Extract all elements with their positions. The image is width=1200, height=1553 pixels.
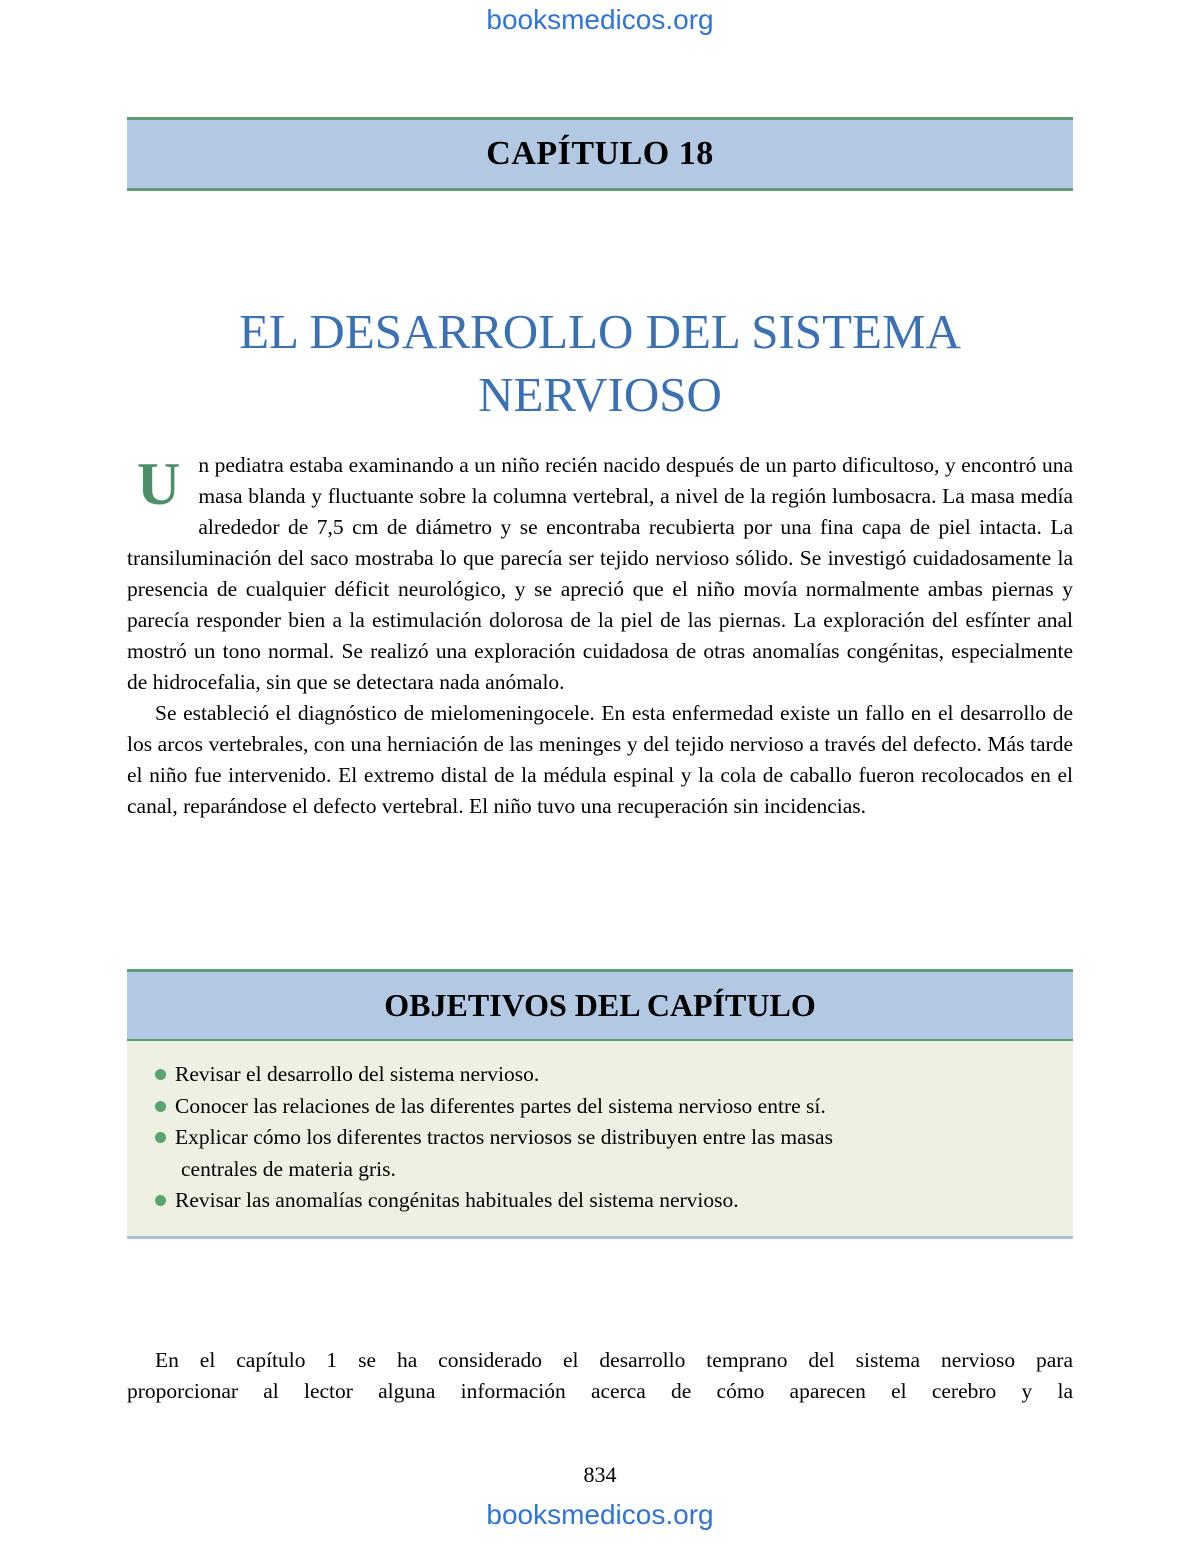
objectives-heading: OBJETIVOS DEL CAPÍTULO xyxy=(384,987,816,1023)
objective-item xyxy=(155,1185,1073,1217)
intro-paragraph-2: Se estableció el diagnóstico de mielomeningocele. En esta enfermedad existe un fallo en el desarrollo de los arcos vertebrales, con una herniación de las meninges y del tejido nervioso a través del defecto. Más tarde el niño fue intervenido. El extremo distal de la médula espinal y la cola de caballo fueron recolocados en el canal, reparándose el defecto vertebral. El niño tuvo una recuperación sin incidencias. xyxy=(127,701,1073,818)
body-line-2: proporcionar al lector alguna información acerca de cómo aparecen el cerebro y la xyxy=(127,1379,1073,1403)
objective-item xyxy=(155,1122,1073,1185)
bullet-icon xyxy=(155,1195,166,1206)
chapter-label: CAPÍTULO 18 xyxy=(486,135,714,172)
objectives-body xyxy=(127,1041,1073,1239)
body-line-1: En el capítulo 1 se ha considerado el desarrollo temprano del sistema nervioso para xyxy=(155,1348,1073,1372)
bullet-icon xyxy=(155,1132,166,1143)
watermark-link-top[interactable]: booksmedicos.org xyxy=(486,4,714,35)
objective-text: Conocer las relaciones de las diferentes partes del sistema nervioso entre sí. xyxy=(175,1093,826,1118)
watermark-link-bottom[interactable]: booksmedicos.org xyxy=(486,1499,714,1530)
objective-text-continued: centrales de materia gris. xyxy=(181,1156,396,1181)
body-paragraph xyxy=(127,1345,1073,1407)
objectives-box xyxy=(127,969,1073,1239)
objectives-header xyxy=(127,969,1073,1041)
chapter-title-line-1: EL DESARROLLO DEL SISTEMA xyxy=(239,304,961,359)
chapter-title-line-2: NERVIOSO xyxy=(478,367,722,422)
intro-paragraph-1: n pediatra estaba examinando a un niño recién nacido después de un parto dificultoso, y encontró una masa blanda y fluctuante sobre la columna vertebral, a nivel de la región lumbosacra. La masa medía alrededor de 7,5 cm de diámetro y se encontraba recubierta por una fina capa de piel intacta. La transiluminación del saco mostraba lo que parecía ser tejido nervioso sólido. Se investigó cuidadosamente la presencia de cualquier déficit neurológico, y se apreció que el niño movía normalmente ambas piernas y parecía responder bien a la estimulación dolorosa de la piel de las piernas. La exploración del esfínter anal mostró un tono normal. Se realizó una exploración cuidadosa de otras anomalías congénitas, especialmente de hidrocefalia, sin que se detectara nada anómalo. xyxy=(127,453,1073,694)
bullet-icon xyxy=(155,1101,166,1112)
objectives-list xyxy=(155,1059,1073,1217)
chapter-banner xyxy=(127,117,1073,191)
objective-item xyxy=(155,1059,1073,1091)
bullet-icon xyxy=(155,1069,166,1080)
objective-text: Explicar cómo los diferentes tractos nerviosos se distribuyen entre las masas xyxy=(175,1125,833,1149)
intro-case xyxy=(127,450,1073,822)
objective-item xyxy=(155,1091,1073,1123)
drop-cap: U xyxy=(137,451,181,517)
objective-text: Revisar las anomalías congénitas habituales del sistema nervioso. xyxy=(175,1188,739,1212)
page-number: 834 xyxy=(583,1462,617,1487)
objective-text: Revisar el desarrollo del sistema nervioso. xyxy=(175,1062,540,1086)
chapter-title xyxy=(127,300,1073,426)
